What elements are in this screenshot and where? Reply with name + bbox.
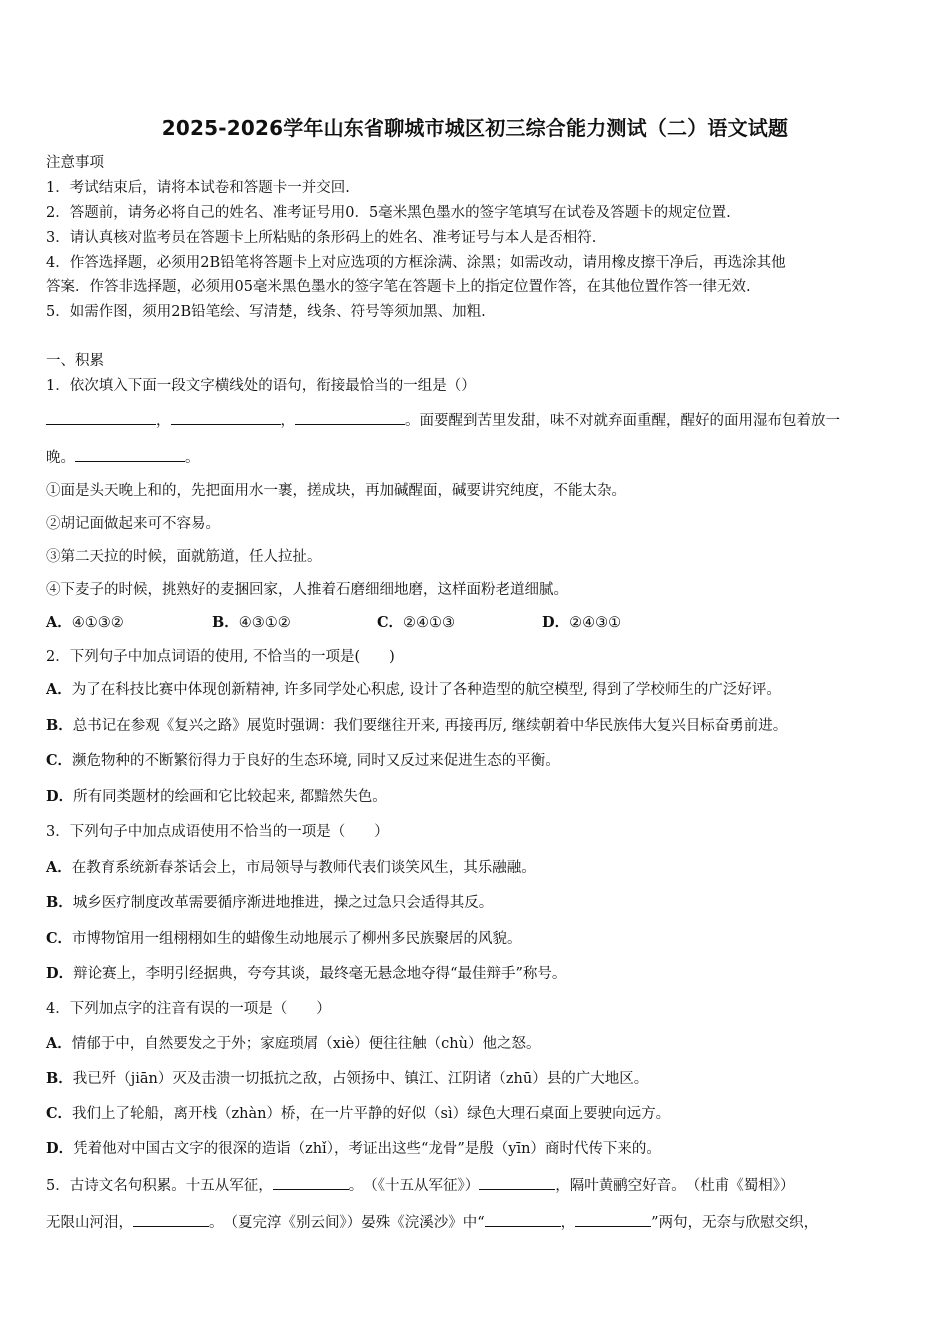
- answer-blank[interactable]: [46, 410, 156, 425]
- option-c[interactable]: C．我们上了轮船，离开栈（zhàn）桥，在一片平静的好似（sì）绿色大理石桌面上要驶向远方。: [46, 1105, 671, 1122]
- question-4-stem: 4．下列加点字的注音有误的一项是（ ）: [46, 1001, 331, 1017]
- question-3-stem: 3．下列句子中加点成语使用不恰当的一项是（ ）: [46, 824, 389, 840]
- option-d[interactable]: D．辩论赛上，李明引经据典，夸夸其谈，最终毫无悬念地夺得“最佳辩手”称号。: [46, 965, 567, 982]
- notice-item: 2．答题前，请务必将自己的姓名、准考证号用0．5毫米黑色墨水的签字笔填写在试卷及答题卡的规定位置.: [46, 205, 731, 221]
- option-b[interactable]: B．④③①②: [212, 614, 291, 631]
- question-5-line1: [46, 1175, 916, 1196]
- question-1-text: 。: [185, 450, 200, 466]
- notice-item: 1．考试结束后，请将本试卷和答题卡一并交回.: [46, 180, 350, 196]
- question-5-text: 无限山河泪，: [46, 1215, 133, 1231]
- page-title: 2025-2026学年山东省聊城市城区初三综合能力测试（二）语文试题: [161, 116, 789, 140]
- question-1-text: 晚。: [46, 450, 75, 466]
- separator: ，: [156, 413, 171, 429]
- answer-blank[interactable]: [295, 410, 405, 425]
- option-b[interactable]: B．总书记在参观《复兴之路》展览时强调：我们要继往开来, 再接再厉, 继续朝着中华民族伟大复兴目标奋勇前进。: [46, 717, 788, 734]
- option-c[interactable]: C．②④①③: [377, 614, 456, 631]
- notice-item: 答案．作答非选择题，必须用05毫米黑色墨水的签字笔在答题卡上的指定位置作答，在其他位置作答一律无效.: [46, 279, 751, 295]
- question-1-text: 。面要醒到苦里发甜，味不对就弃面重醒，醒好的面用湿布包着放一: [405, 413, 840, 429]
- answer-blank[interactable]: [479, 1175, 555, 1190]
- question-1-item: ②胡记面做起来可不容易。: [46, 516, 220, 532]
- question-1-item: ③第二天拉的时候，面就筋道，任人拉扯。: [46, 549, 322, 565]
- answer-blank[interactable]: [171, 410, 281, 425]
- question-1-item: ④下麦子的时候，挑熟好的麦捆回家，人推着石磨细细地磨，这样面粉老道细腻。: [46, 582, 568, 598]
- notice-item: 4．作答选择题，必须用2B铅笔将答题卡上对应选项的方框涂满、涂黑；如需改动，请用橡皮擦干净后，再选涂其他: [46, 255, 786, 271]
- option-b[interactable]: B．城乡医疗制度改革需要循序渐进地推进，操之过急只会适得其反。: [46, 894, 494, 911]
- option-c[interactable]: C．濒危物种的不断繁衍得力于良好的生态环境, 同时又反过来促进生态的平衡。: [46, 752, 560, 769]
- option-a[interactable]: A．为了在科技比赛中体现创新精神, 许多同学处心积虑, 设计了各种造型的航空模型, 得到了学校师生的广泛好评。: [46, 681, 781, 698]
- answer-blank[interactable]: [75, 447, 185, 462]
- option-d[interactable]: D．所有同类题材的绘画和它比较起来, 都黯然失色。: [46, 788, 387, 805]
- answer-blank[interactable]: [133, 1212, 209, 1227]
- question-2-stem: 2．下列句子中加点词语的使用, 不恰当的一项是( ): [46, 649, 395, 665]
- question-1-line2: [46, 447, 916, 468]
- notice-heading: 注意事项: [46, 155, 104, 171]
- question-1-stem: 1．依次填入下面一段文字横线处的语句，衔接最恰当的一组是（）: [46, 378, 476, 394]
- question-5-text: 。 （夏完淳《别云间》）晏殊《浣溪沙》中“: [209, 1215, 485, 1231]
- section-heading: 一、积累: [46, 353, 104, 369]
- option-b[interactable]: B．我已歼（jiān）灭及击溃一切抵抗之敌，占领扬中、镇江、江阴诸（zhū）县的广大地区。: [46, 1070, 649, 1087]
- option-a[interactable]: A．在教育系统新春茶话会上，市局领导与教师代表们谈笑风生，其乐融融。: [46, 859, 536, 876]
- notice-item: 5．如需作图，须用2B铅笔绘、写清楚，线条、符号等须加黑、加粗.: [46, 304, 486, 320]
- answer-blank[interactable]: [273, 1175, 349, 1190]
- separator: ，: [280, 413, 295, 429]
- notice-item: 3．请认真核对监考员在答题卡上所粘贴的条形码上的姓名、准考证号与本人是否相符.: [46, 230, 597, 246]
- option-a[interactable]: A．情郁于中，自然要发之于外；家庭琐屑（xiè）便往往触（chù）他之怒。: [46, 1035, 541, 1052]
- question-5-text: ，: [560, 1215, 576, 1231]
- question-5-text: ，隔叶黄鹂空好音。 （杜甫《蜀相》）: [555, 1178, 795, 1194]
- answer-blank[interactable]: [485, 1212, 561, 1227]
- option-d[interactable]: D．凭着他对中国古文字的很深的造诣（zhǐ），考证出这些“龙骨”是殷（yīn）商时代传下来的。: [46, 1140, 661, 1157]
- option-c[interactable]: C．市博物馆用一组栩栩如生的蜡像生动地展示了柳州多民族聚居的风貌。: [46, 930, 522, 947]
- option-a[interactable]: A．④①③②: [46, 614, 124, 631]
- question-5-text: ”两句，无奈与欣慰交织，: [651, 1215, 819, 1231]
- answer-blank[interactable]: [575, 1212, 651, 1227]
- question-5-text: 。 （《十五从军征》）: [348, 1178, 480, 1194]
- question-1-item: ①面是头天晚上和的，先把面用水一裹，搓成块，再加碱醒面，碱要讲究纯度，不能太杂。: [46, 483, 626, 499]
- option-d[interactable]: D．②④③①: [542, 614, 622, 631]
- question-5-line2: [46, 1212, 916, 1233]
- question-1-line1: [46, 410, 916, 431]
- question-5-stem: 5．古诗文名句积累。十五从军征，: [46, 1178, 273, 1194]
